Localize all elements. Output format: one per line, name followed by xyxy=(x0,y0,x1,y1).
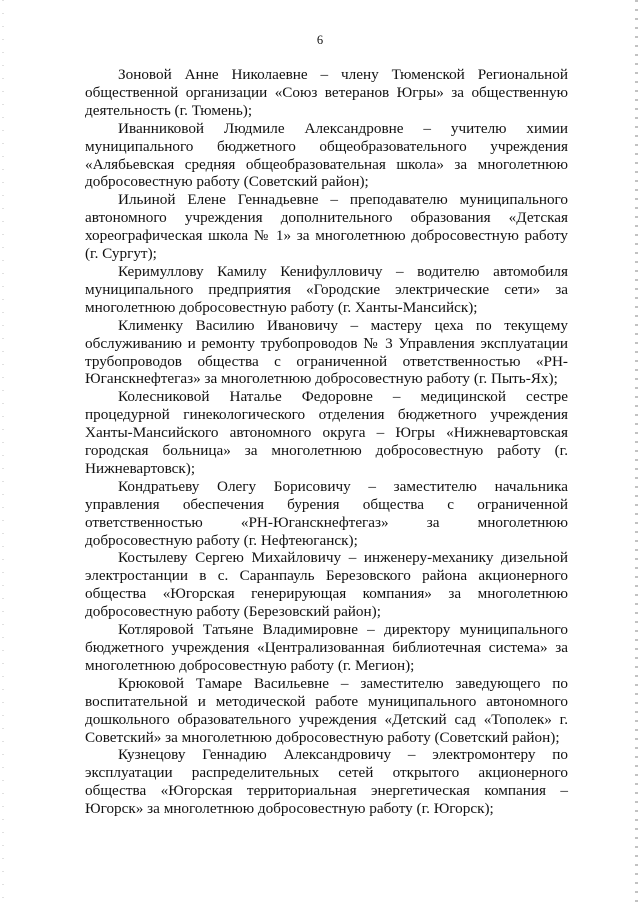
award-paragraph-klimenko: Клименку Василию Ивановичу – мастеру цеха по текущему обслуживанию и ремонту трубопроводов № 3 Управления эксплуатации трубопроводов общества с ограниченной ответственностью «РН-Юганскнефтегаз» за многолетнюю добросовестную работу (г. Пыть-Ях); xyxy=(85,316,568,388)
award-paragraph-kostylev: Костылеву Сергею Михайловичу – инженеру-механику дизельной электростанции в с. Саранпауль Березовского района акционерного общества «Югорская генерирующая компания» за многолетнюю добросовестную работу (Березовский район); xyxy=(85,549,568,621)
award-paragraph-zonova: Зоновой Анне Николаевне – члену Тюменской Региональной общественной организации «Союз ветеранов Югры» за общественную деятельность (г. Тюмень); xyxy=(85,66,568,119)
award-paragraph-kerimullov: Керимуллову Камилу Кенифулловичу – водителю автомобиля муниципального предприятия «Городские электрические сети» за многолетнюю добросовестную работу (г. Ханты-Мансийск); xyxy=(85,262,568,316)
award-paragraph-ivannikova: Иванниковой Людмиле Александровне – учителю химии муниципального бюджетного общеобразовательного учреждения «Алябьевская средняя общеобразовательная школа» за многолетнюю добросовестную работу (Советский район); xyxy=(85,119,568,191)
award-paragraph-kondratev: Кондратьеву Олегу Борисовичу – заместителю начальника управления обеспечения бурения общества с ограниченной ответственностью «РН-Юганскнефтегаз» за многолетнюю добросовестную работу (г. Нефтеюганск); xyxy=(85,477,568,549)
award-paragraph-ilina: Ильиной Елене Геннадьевне – преподавателю муниципального автономного учреждения дополнительного образования «Детская хореографическая школа № 1» за многолетнюю добросовестную работу (г. Сургут); xyxy=(85,191,568,263)
page-number: 6 xyxy=(316,33,324,47)
award-paragraph-kotlyarova: Котляровой Татьяне Владимировне – директору муниципального бюджетного учреждения «Централизованная библиотечная система» за многолетнюю добросовестную работу (г. Мегион); xyxy=(85,621,568,674)
document-body xyxy=(85,66,568,818)
award-paragraph-kolesnikova: Колесниковой Наталье Федоровне – медицинской сестре процедурной гинекологического отделения бюджетного учреждения Ханты-Мансийского автономного округа – Югры «Нижневартовская городская больница» за многолетнюю добросовестную работу (г. Нижневартовск); xyxy=(85,388,568,477)
award-paragraph-kryukova: Крюковой Тамаре Васильевне – заместителю заведующего по воспитательной и методической работе муниципального автономного дошкольного образовательного учреждения «Детский сад «Тополек» г. Советский» за многолетнюю добросовестную работу (Советский район); xyxy=(85,674,568,746)
award-paragraph-kuznetsov: Кузнецову Геннадию Александровичу – электромонтеру по эксплуатации распределительных сетей открытого акционерного общества «Югорская территориальная энергетическая компания – Югорск» за многолетнюю добросовестную работу (г. Югорск); xyxy=(85,746,568,818)
scan-edge-marks-right xyxy=(635,0,638,905)
scan-edge-marks-left xyxy=(2,0,4,905)
